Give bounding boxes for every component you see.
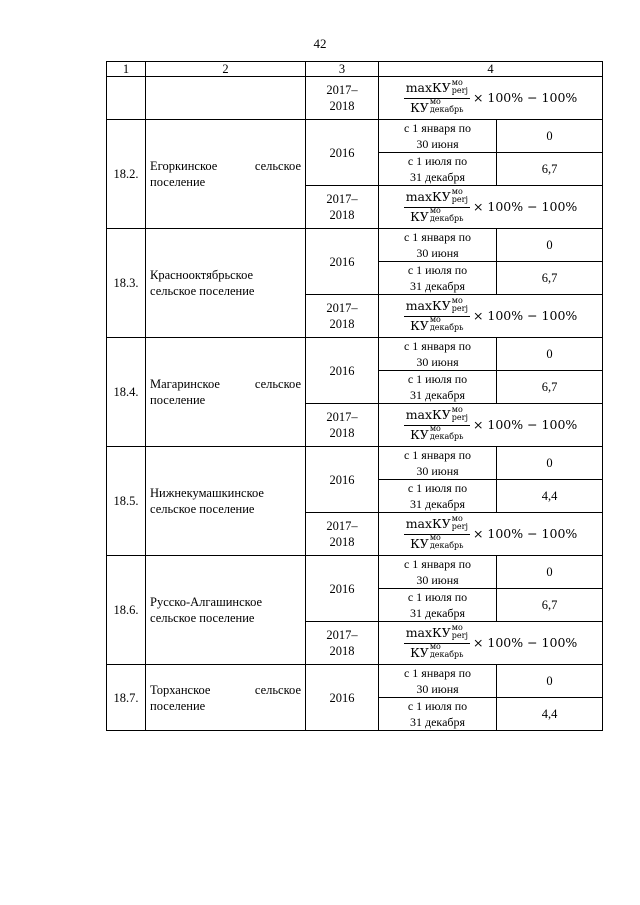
formula-numerator-main: maxКУ — [405, 516, 451, 531]
settlement-name-part: поселение — [150, 698, 206, 713]
formula-fraction — [404, 404, 470, 443]
formula-tail: × 100% − 100% — [472, 90, 578, 105]
formula-numerator — [404, 77, 470, 99]
settlement-name-part: Магаринское — [150, 377, 220, 391]
settlement-name-part: поселение — [150, 393, 206, 407]
page-number: 42 — [313, 36, 327, 51]
period-cell — [379, 338, 497, 371]
formula-numerator-sup: мо — [451, 186, 463, 196]
value-cell: 0 — [497, 665, 603, 698]
header-col-4: 4 — [379, 62, 603, 77]
settlement-name-part: сельское — [254, 682, 301, 697]
year-label: 2016 — [306, 556, 379, 622]
formula-numerator-sup: мо — [451, 77, 463, 87]
years-label: 2017– 2018 — [326, 83, 358, 113]
years-label: 2017– 2018 — [326, 192, 358, 222]
cell-formula — [379, 295, 603, 338]
formula-tail: × 100% − 100% — [472, 526, 578, 541]
formula-denominator-sup: мо — [429, 315, 441, 324]
period-cell — [379, 556, 497, 589]
formula-denominator-sub: декабрь — [429, 650, 464, 659]
table-body — [107, 62, 603, 731]
settlement-name — [146, 120, 306, 229]
formula — [379, 622, 602, 661]
settlement-name-part: Русско-Алгашинское — [150, 595, 263, 609]
formula-numerator — [404, 295, 470, 317]
cell-years — [306, 513, 379, 556]
period-label: с 1 января по 30 июня — [403, 121, 472, 151]
table-row — [107, 665, 603, 698]
settlement-name — [146, 229, 306, 338]
formula-numerator-sub: perj — [451, 85, 468, 95]
formula-fraction — [404, 77, 470, 116]
period-label: с 1 июля по 31 декабря — [407, 154, 468, 184]
formula-numerator — [404, 513, 470, 535]
cell-formula — [379, 77, 603, 120]
formula-denominator-sub: декабрь — [429, 214, 464, 223]
settlement-name-part: сельское поселение — [150, 284, 255, 298]
value-cell: 0 — [497, 229, 603, 262]
period-label: с 1 июля по 31 декабря — [407, 590, 468, 620]
formula-denominator-main: КУ — [410, 644, 429, 660]
value-cell: 0 — [497, 447, 603, 480]
period-label: с 1 июля по 31 декабря — [407, 699, 468, 729]
formula-denominator-main: КУ — [410, 535, 429, 551]
formula-numerator-main: maxКУ — [405, 80, 451, 95]
formula — [379, 404, 602, 443]
cell-formula — [379, 186, 603, 229]
formula-denominator-sup: мо — [429, 206, 441, 215]
header-row — [107, 62, 603, 77]
settlement-name — [146, 665, 306, 731]
settlement-name-part: сельское — [254, 159, 301, 173]
period-label: с 1 января по 30 июня — [403, 666, 472, 696]
formula-denominator-main: КУ — [410, 426, 429, 442]
cell-formula — [379, 622, 603, 665]
cell-num — [107, 77, 146, 120]
period-cell — [379, 698, 497, 731]
table-row — [107, 447, 603, 480]
formula-tail: × 100% − 100% — [472, 635, 578, 650]
formula-denominator-sup: мо — [429, 642, 441, 651]
period-label: с 1 января по 30 июня — [403, 230, 472, 260]
period-label: с 1 января по 30 июня — [403, 448, 472, 478]
settlement-name-part: сельское поселение — [150, 502, 255, 516]
year-label: 2016 — [306, 120, 379, 186]
formula-denominator-main: КУ — [410, 208, 429, 224]
years-label: 2017– 2018 — [326, 301, 358, 331]
table-row — [107, 338, 603, 371]
cell-years — [306, 77, 379, 120]
table-row — [107, 229, 603, 262]
formula-numerator-main: maxКУ — [405, 407, 451, 422]
formula — [379, 513, 602, 552]
formula-fraction — [404, 513, 470, 552]
year-label: 2016 — [306, 447, 379, 513]
period-cell — [379, 665, 497, 698]
value-cell: 6,7 — [497, 589, 603, 622]
period-cell — [379, 589, 497, 622]
value-cell: 4,4 — [497, 480, 603, 513]
formula-numerator-sup: мо — [451, 513, 463, 523]
value-cell: 4,4 — [497, 698, 603, 731]
cell-formula — [379, 404, 603, 447]
formula — [379, 77, 602, 116]
formula-tail: × 100% − 100% — [472, 417, 578, 432]
years-label: 2017– 2018 — [326, 519, 358, 549]
settlement-name-part: Краснооктябрьское — [150, 268, 254, 282]
period-cell — [379, 480, 497, 513]
settlement-name — [146, 447, 306, 556]
cell-formula — [379, 513, 603, 556]
formula-numerator-sub: perj — [451, 303, 468, 313]
section-number: 18.4. — [107, 338, 146, 447]
table-row — [107, 77, 603, 120]
table-row — [107, 120, 603, 153]
header-col-3: 3 — [306, 62, 379, 77]
cell-years — [306, 622, 379, 665]
formula-numerator-sub: perj — [451, 412, 468, 422]
formula-denominator-sup: мо — [429, 533, 441, 542]
formula-denominator-sup: мо — [429, 424, 441, 433]
settlement-name — [146, 338, 306, 447]
period-cell — [379, 153, 497, 186]
formula-tail: × 100% − 100% — [472, 308, 578, 323]
formula-numerator-sub: perj — [451, 194, 468, 204]
value-cell: 0 — [497, 120, 603, 153]
formula-denominator — [408, 535, 465, 553]
formula-numerator — [404, 622, 470, 644]
value-cell: 0 — [497, 338, 603, 371]
value-cell: 6,7 — [497, 371, 603, 404]
settlement-name-part: Торханское — [150, 682, 211, 697]
formula-denominator-sub: декабрь — [429, 323, 464, 332]
cell-years — [306, 295, 379, 338]
formula-denominator — [408, 426, 465, 444]
settlement-name-part: поселение — [150, 175, 206, 189]
formula-fraction — [404, 622, 470, 661]
formula-denominator-sub: декабрь — [429, 541, 464, 550]
section-number: 18.2. — [107, 120, 146, 229]
header-col-2: 2 — [146, 62, 306, 77]
formula-numerator-main: maxКУ — [405, 298, 451, 313]
formula-numerator-sup: мо — [451, 295, 463, 305]
year-label: 2016 — [306, 665, 379, 731]
formula-denominator — [408, 317, 465, 335]
section-number: 18.6. — [107, 556, 146, 665]
table-row — [107, 556, 603, 589]
formula-numerator-sup: мо — [451, 622, 463, 632]
formula-numerator — [404, 186, 470, 208]
formula-numerator-main: maxКУ — [405, 189, 451, 204]
value-cell: 6,7 — [497, 153, 603, 186]
period-label: с 1 января по 30 июня — [403, 557, 472, 587]
cell-years — [306, 404, 379, 447]
formula-denominator-sub: декабрь — [429, 105, 464, 114]
period-cell — [379, 229, 497, 262]
tariff-table — [106, 61, 603, 731]
formula-fraction — [404, 295, 470, 334]
header-col-1: 1 — [107, 62, 146, 77]
section-number: 18.7. — [107, 665, 146, 731]
formula-denominator-main: КУ — [410, 317, 429, 333]
formula-fraction — [404, 186, 470, 225]
settlement-name-part: Егоркинское — [150, 159, 218, 173]
formula-denominator — [408, 644, 465, 662]
cell-name — [146, 77, 306, 120]
formula-numerator-sub: perj — [451, 630, 468, 640]
formula-denominator-main: КУ — [410, 99, 429, 115]
year-label: 2016 — [306, 338, 379, 404]
year-label: 2016 — [306, 229, 379, 295]
years-label: 2017– 2018 — [326, 410, 358, 440]
period-cell — [379, 371, 497, 404]
period-label: с 1 января по 30 июня — [403, 339, 472, 369]
formula-denominator — [408, 208, 465, 226]
value-cell: 0 — [497, 556, 603, 589]
period-label: с 1 июля по 31 декабря — [407, 481, 468, 511]
formula-numerator — [404, 404, 470, 426]
formula — [379, 186, 602, 225]
section-number: 18.5. — [107, 447, 146, 556]
formula-tail: × 100% − 100% — [472, 199, 578, 214]
formula-numerator-sub: perj — [451, 521, 468, 531]
settlement-name-part: Нижнекумашкинское — [150, 486, 264, 500]
value-cell: 6,7 — [497, 262, 603, 295]
settlement-name — [146, 556, 306, 665]
formula-numerator-main: maxКУ — [405, 625, 451, 640]
formula-denominator-sub: декабрь — [429, 432, 464, 441]
formula-numerator-sup: мо — [451, 404, 463, 414]
formula — [379, 295, 602, 334]
period-label: с 1 июля по 31 декабря — [407, 263, 468, 293]
period-label: с 1 июля по 31 декабря — [407, 372, 468, 402]
period-cell — [379, 262, 497, 295]
cell-years — [306, 186, 379, 229]
years-label: 2017– 2018 — [326, 628, 358, 658]
formula-denominator — [408, 99, 465, 117]
settlement-name-part: сельское — [254, 377, 301, 391]
section-number: 18.3. — [107, 229, 146, 338]
settlement-name-part: сельское поселение — [150, 611, 255, 625]
period-cell — [379, 447, 497, 480]
period-cell — [379, 120, 497, 153]
formula-denominator-sup: мо — [429, 97, 441, 106]
